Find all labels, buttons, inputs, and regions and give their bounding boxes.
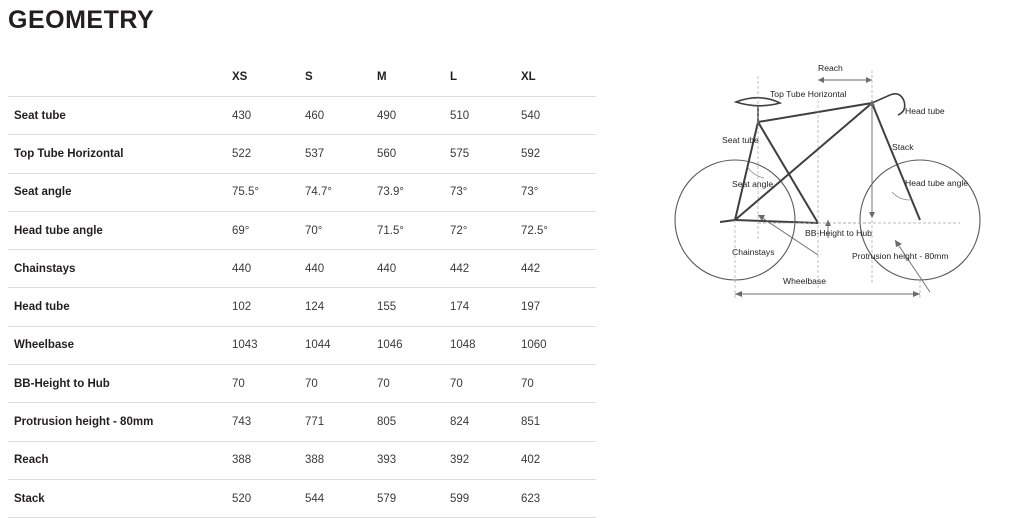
down-tube-line	[735, 103, 872, 220]
header-size-s: S	[305, 58, 377, 97]
label-chainstays: Chainstays	[732, 247, 775, 257]
table-row	[8, 211, 596, 249]
table-row	[8, 288, 596, 326]
cell-value: 197	[521, 288, 596, 326]
cell-value: 70	[377, 365, 450, 403]
cell-value: 402	[521, 441, 596, 479]
row-label: Reach	[8, 441, 232, 479]
table-row	[8, 326, 596, 364]
table-row	[8, 479, 596, 517]
cell-value: 392	[450, 441, 521, 479]
cell-value: 560	[377, 135, 450, 173]
cell-value: 155	[377, 288, 450, 326]
label-head-tube-angle: Head tube angle	[905, 178, 969, 188]
label-seat-tube: Seat tube	[722, 135, 759, 145]
cell-value: 71.5°	[377, 211, 450, 249]
row-label: Head tube angle	[8, 211, 232, 249]
cell-value: 824	[450, 403, 521, 441]
cell-value: 510	[450, 97, 521, 135]
cell-value: 430	[232, 97, 305, 135]
cell-value: 1044	[305, 326, 377, 364]
seatstay-line	[758, 122, 818, 223]
cell-value: 442	[450, 250, 521, 288]
cell-value: 1043	[232, 326, 305, 364]
page-title: GEOMETRY	[8, 6, 155, 34]
cell-value: 460	[305, 97, 377, 135]
handlebar-line	[890, 94, 905, 115]
bb-link	[720, 220, 735, 222]
row-label: Chainstays	[8, 250, 232, 288]
table-row	[8, 441, 596, 479]
cell-value: 805	[377, 403, 450, 441]
cell-value: 75.5°	[232, 173, 305, 211]
cell-value: 72°	[450, 211, 521, 249]
table-row	[8, 365, 596, 403]
cell-value: 599	[450, 479, 521, 517]
cell-value: 851	[521, 403, 596, 441]
header-size-m: M	[377, 58, 450, 97]
cell-value: 74.7°	[305, 173, 377, 211]
header-size-xl: XL	[521, 58, 596, 97]
cell-value: 440	[377, 250, 450, 288]
row-label: Seat tube	[8, 97, 232, 135]
cell-value: 393	[377, 441, 450, 479]
table-row	[8, 250, 596, 288]
label-top-tube-horizontal: Top Tube Horizontal	[770, 89, 847, 99]
cell-value: 442	[521, 250, 596, 288]
row-label: Head tube	[8, 288, 232, 326]
cell-value: 592	[521, 135, 596, 173]
label-head-tube: Head tube	[905, 106, 945, 116]
cell-value: 440	[305, 250, 377, 288]
header-label-column	[8, 58, 232, 97]
cell-value: 1048	[450, 326, 521, 364]
cell-value: 1046	[377, 326, 450, 364]
cell-value: 579	[377, 479, 450, 517]
chainstay-line	[735, 220, 818, 223]
row-label: BB-Height to Hub	[8, 365, 232, 403]
cell-value: 623	[521, 479, 596, 517]
cell-value: 70	[450, 365, 521, 403]
label-seat-angle: Seat angle	[732, 179, 774, 189]
cell-value: 73.9°	[377, 173, 450, 211]
stem-line	[872, 95, 890, 103]
cell-value: 537	[305, 135, 377, 173]
row-label: Top Tube Horizontal	[8, 135, 232, 173]
cell-value: 490	[377, 97, 450, 135]
geometry-table	[8, 58, 590, 518]
cell-value: 72.5°	[521, 211, 596, 249]
cell-value: 544	[305, 479, 377, 517]
table-row	[8, 135, 596, 173]
label-stack: Stack	[892, 142, 914, 152]
row-label: Protrusion height - 80mm	[8, 403, 232, 441]
row-label: Stack	[8, 479, 232, 517]
cell-value: 440	[232, 250, 305, 288]
row-label: Wheelbase	[8, 326, 232, 364]
cell-value: 743	[232, 403, 305, 441]
header-size-xs: XS	[232, 58, 305, 97]
label-protrusion-height: Protrusion height - 80mm	[852, 251, 949, 261]
cell-value: 388	[232, 441, 305, 479]
cell-value: 575	[450, 135, 521, 173]
top-tube-line	[758, 103, 872, 122]
cell-value: 540	[521, 97, 596, 135]
cell-value: 70	[521, 365, 596, 403]
cell-value: 520	[232, 479, 305, 517]
cell-value: 522	[232, 135, 305, 173]
cell-value: 388	[305, 441, 377, 479]
cell-value: 102	[232, 288, 305, 326]
cell-value: 69°	[232, 211, 305, 249]
cell-value: 1060	[521, 326, 596, 364]
cell-value: 70°	[305, 211, 377, 249]
cell-value: 70	[305, 365, 377, 403]
row-label: Seat angle	[8, 173, 232, 211]
table-row	[8, 97, 596, 135]
table-row	[8, 403, 596, 441]
cell-value: 124	[305, 288, 377, 326]
cell-value: 73°	[450, 173, 521, 211]
table-row	[8, 173, 596, 211]
cell-value: 70	[232, 365, 305, 403]
head-tube-line	[872, 103, 885, 135]
bicycle-geometry-diagram	[640, 40, 1020, 310]
label-wheelbase: Wheelbase	[783, 276, 826, 286]
header-size-l: L	[450, 58, 521, 97]
label-reach: Reach	[818, 63, 843, 73]
cell-value: 771	[305, 403, 377, 441]
table-header-row	[8, 58, 596, 97]
cell-value: 174	[450, 288, 521, 326]
label-bb-height-to-hub: BB-Height to Hub	[805, 228, 872, 238]
cell-value: 73°	[521, 173, 596, 211]
